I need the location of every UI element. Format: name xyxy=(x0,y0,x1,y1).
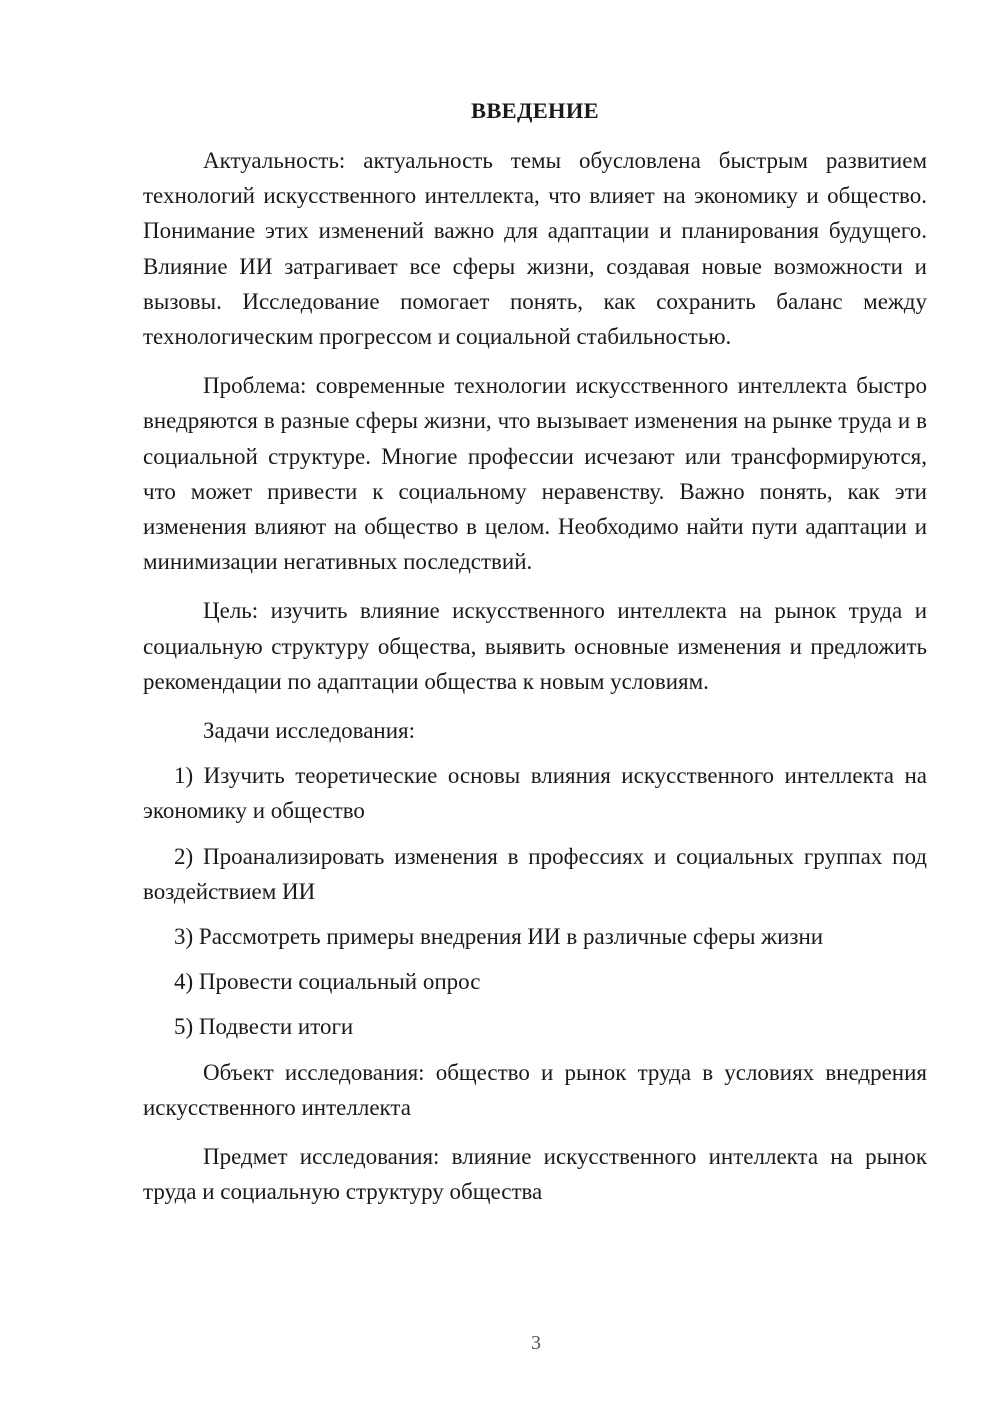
task-item-3: 3) Рассмотреть примеры внедрения ИИ в различные сферы жизни xyxy=(174,924,824,950)
task-item-1: 1) Изучить теоретические основы влияния искусственного интеллекта на экономику и общество xyxy=(143,763,927,824)
document-body xyxy=(143,97,927,1223)
goal-paragraph: Цель: изучить влияние искусственного интеллекта на рынок труда и социальную структуру общества, выявить основные изменения и предложить рекомендации по адаптации общества к новым условиям. xyxy=(143,598,927,694)
subject-paragraph: Предмет исследования: влияние искусственного интеллекта на рынок труда и социальную структуру общества xyxy=(143,1144,927,1205)
tasks-heading: Задачи исследования: xyxy=(203,718,416,744)
relevance-paragraph: Актуальность: актуальность темы обусловлена быстрым развитием технологий искусственного интеллекта, что влияет на экономику и общество. Понимание этих изменений важно для адаптации и планирования будущего. Влияние ИИ затрагивает все сферы жизни, создавая новые возможности и вызовы. Исследование помогает понять, как сохранить баланс между технологическим прогрессом и социальной стабильностью. xyxy=(143,148,927,350)
task-item-2: 2) Проанализировать изменения в профессиях и социальных группах под воздействием ИИ xyxy=(143,843,927,904)
page-number: 3 xyxy=(531,1332,541,1354)
problem-paragraph: Проблема: современные технологии искусственного интеллекта быстро внедряются в разные сферы жизни, что вызывает изменения на рынке труда и в социальной структуре. Многие профессии исчезают или трансформируются, что может привести к социальному неравенству. Важно понять, как эти изменения влияют на общество в целом. Необходимо найти пути адаптации и минимизации негативных последствий. xyxy=(143,373,927,575)
task-item-4: 4) Провести социальный опрос xyxy=(174,969,481,995)
page-title: ВВЕДЕНИЕ xyxy=(471,98,599,123)
object-paragraph: Объект исследования: общество и рынок труда в условиях внедрения искусственного интеллекта xyxy=(143,1059,927,1120)
task-item-5: 5) Подвести итоги xyxy=(174,1014,354,1040)
